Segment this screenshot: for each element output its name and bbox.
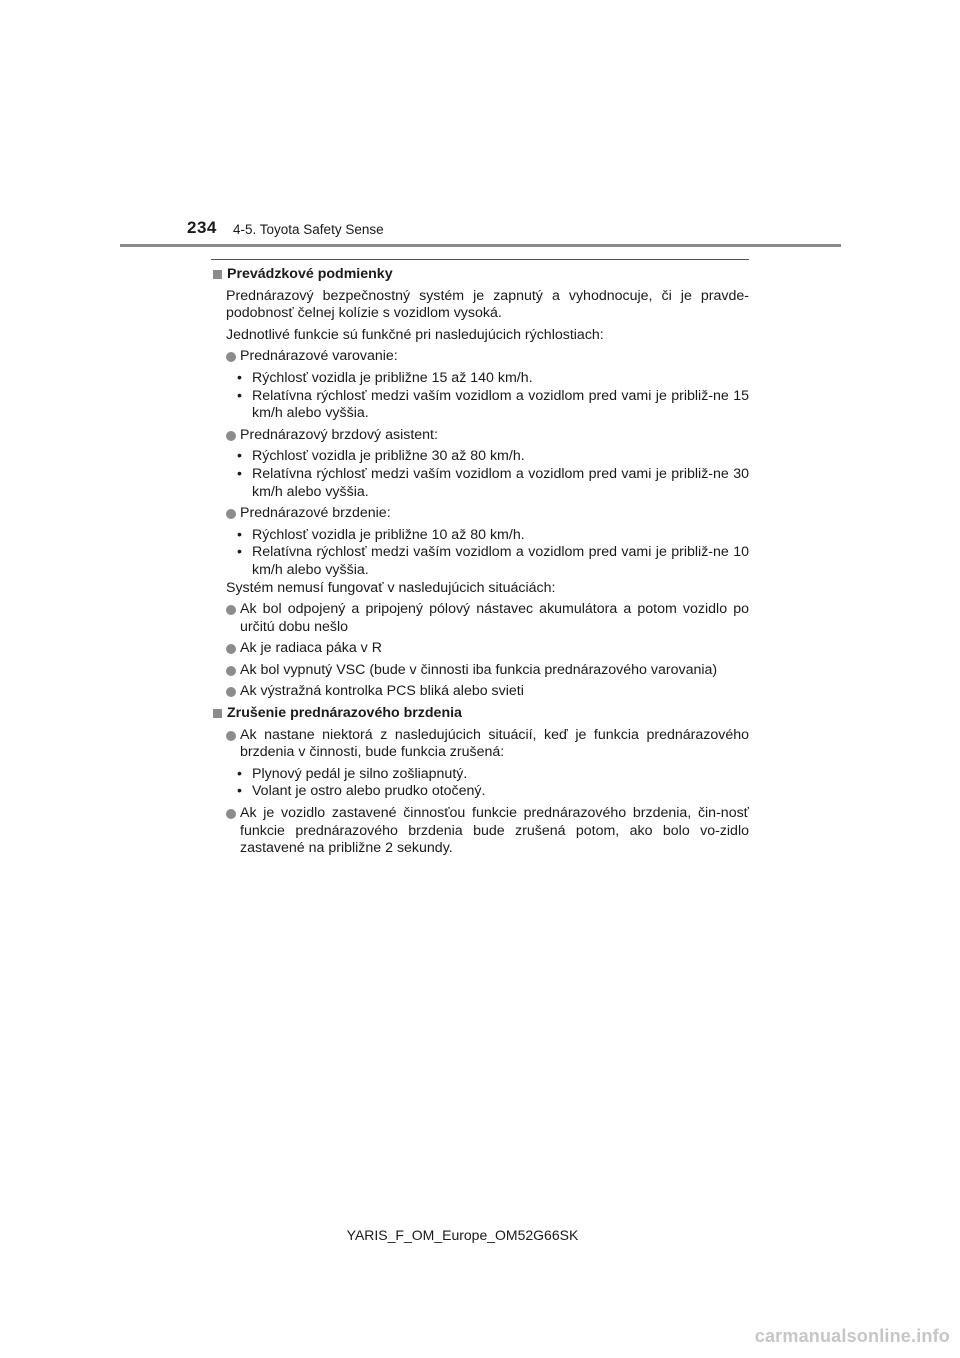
bullet-text: Prednárazové brzdenie: — [240, 505, 391, 522]
list-item: • Relatívna rýchlosť medzi vaším vozidlom a vozidlom pred vami je približ-ne 15 km/h alebo vyššia. — [237, 387, 749, 422]
bullet-text: Prednárazový brzdový asistent: — [240, 426, 438, 443]
header-divider — [120, 244, 841, 247]
heading-text: Prevádzkové podmienky — [227, 266, 393, 282]
bullet-text: Ak je radiaca páka v R — [240, 640, 382, 657]
footer-code: YARIS_F_OM_Europe_OM52G66SK — [346, 1227, 579, 1243]
circle-bullet-icon — [226, 731, 236, 741]
heading-text: Zrušenie prednárazového brzdenia — [227, 705, 462, 722]
circle-bullet-icon — [226, 352, 236, 362]
speeds-intro: Jednotlivé funkcie sú funkčné pri nasledujúcich rýchlostiach: — [226, 326, 604, 343]
not-working-item — [211, 640, 749, 658]
braking-bullet — [211, 505, 749, 523]
watermark-link[interactable]: carmanualsonline.info — [754, 1326, 950, 1346]
list-item: • Volant je ostro alebo prudko otočený. — [237, 783, 486, 800]
operating-intro: Prednárazový bezpečnostný systém je zapnutý a vyhodnocuje, či je pravde-podobnosť čelnej kolízie s vozidlom vysoká. — [226, 287, 749, 322]
not-working-intro: Systém nemusí fungovať v nasledujúcich situáciách: — [226, 579, 556, 596]
bullet-text: Ak bol vypnutý VSC (bude v činnosti iba funkcia prednárazového varovania) — [240, 661, 718, 678]
brake-assist-sublist — [237, 448, 749, 501]
page-number: 234 — [187, 218, 217, 237]
circle-bullet-icon — [226, 605, 236, 615]
section-title: 4-5. Toyota Safety Sense — [233, 222, 384, 237]
cancel-sublist — [237, 766, 749, 801]
square-bullet-icon — [213, 270, 222, 279]
square-bullet-icon — [213, 709, 222, 718]
circle-bullet-icon — [226, 509, 236, 519]
list-item: • Rýchlosť vozidla je približne 15 až 140 km/h. — [237, 369, 533, 386]
braking-sublist — [237, 527, 749, 580]
page-content — [211, 266, 749, 862]
list-item: • Relatívna rýchlosť medzi vaším vozidlom a vozidlom pred vami je približ-ne 10 km/h alebo vyššia. — [237, 544, 749, 578]
not-working-item — [211, 601, 749, 636]
not-working-item — [211, 683, 749, 701]
cancel-bullet-2 — [211, 805, 749, 858]
bullet-text: Prednárazové varovanie: — [240, 348, 398, 365]
warning-sublist — [237, 370, 749, 423]
brake-assist-bullet — [211, 427, 749, 445]
circle-bullet-icon — [226, 687, 236, 697]
circle-bullet-icon — [226, 644, 236, 654]
cancel-bullet-1 — [211, 727, 749, 762]
not-working-item — [211, 662, 749, 680]
list-item: • Rýchlosť vozidla je približne 30 až 80 km/h. — [237, 448, 525, 465]
circle-bullet-icon — [226, 809, 236, 819]
circle-bullet-icon — [226, 666, 236, 676]
list-item: • Plynový pedál je silno zošliapnutý. — [237, 765, 468, 782]
warning-bullet — [211, 348, 749, 366]
operating-conditions-heading — [211, 266, 749, 284]
bullet-text: Ak nastane niektorá z nasledujúcich situácií, keď je funkcia prednárazového brzdenia v činnosti, bude funkcia zrušená: — [240, 726, 749, 761]
bullet-text: Ak je vozidlo zastavené činnosťou funkcie prednárazového brzdenia, čin-nosť funkcie prednárazového brzdenia bude zrušená potom, ako bolo vo-zidlo zastavené na približne 2 sekundy. — [240, 805, 749, 857]
content-divider — [211, 259, 749, 260]
circle-bullet-icon — [226, 431, 236, 441]
cancel-braking-heading — [211, 705, 749, 723]
list-item: • Relatívna rýchlosť medzi vaším vozidlom a vozidlom pred vami je približ-ne 30 km/h alebo vyššia. — [237, 465, 749, 500]
bullet-text: Ak výstražná kontrolka PCS bliká alebo svieti — [240, 683, 524, 700]
bullet-text: Ak bol odpojený a pripojený pólový nástavec akumulátora a potom vozidlo po určitú dobu nešlo — [240, 601, 749, 635]
list-item: • Rýchlosť vozidla je približne 10 až 80 km/h. — [237, 526, 525, 543]
